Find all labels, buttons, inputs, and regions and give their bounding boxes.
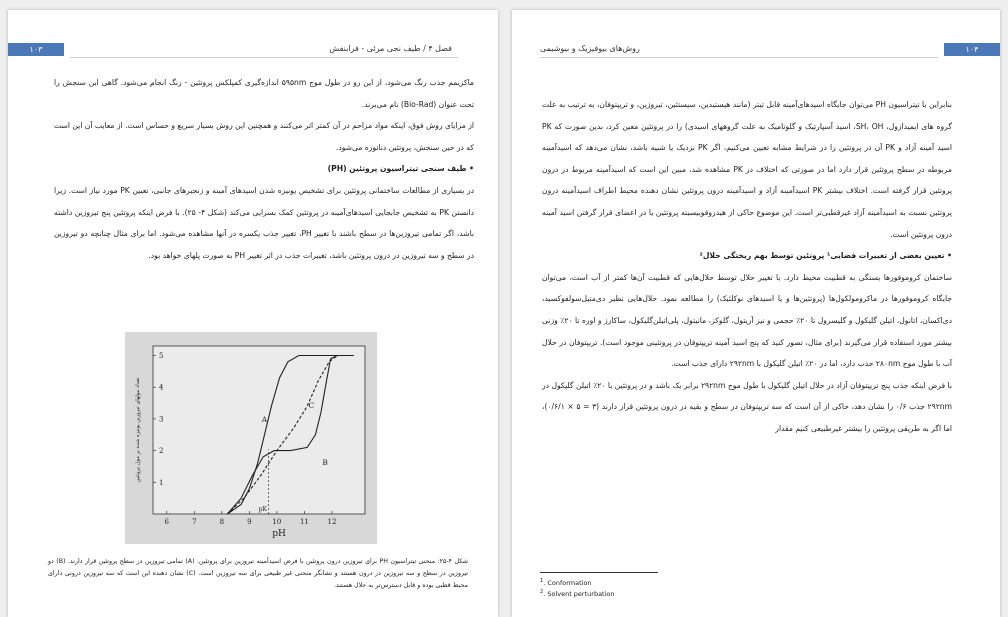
header-rule — [70, 57, 458, 58]
y-tick-label: 3 — [159, 415, 164, 424]
body-text-right — [542, 94, 952, 440]
y-tick-label: 4 — [159, 383, 164, 392]
section-heading: • طیف سنجی تیتراسیون پروتئین (PH) — [54, 158, 474, 180]
x-tick-label: 8 — [219, 518, 225, 526]
x-tick-label: 6 — [164, 518, 170, 526]
plot-frame — [153, 346, 365, 514]
chapter-title: فصل ۴ / طیف نجی مرئی - فرابنفش — [329, 44, 452, 53]
page-left — [8, 10, 498, 617]
paragraph: در بسیاری از مطالعات ساختمانی پروتئین برای تشخیص یونیزه شدن اسیدهای آمینه و زنجیرهای جانبی، تعیین PK مورد نیاز است. زیرا دانستن PK به تشخیص جابجایی اسیدهای‌آمینه در پروتئین کمک بسزایی می‌کند (شکل ۴- ۲۵). با فرض اینکه پروتئین پنج تیروزین داشته باشد، اگر تمامی تیروزین‌ها در سطح باشند با تغییر PH، تغییر جذب یکسره در آنها مشاهده می‌شود. اما برای مثال چنانچه دو تیروزین در سطح و سه تیروزین در درون پروتئین باشد، تغییرات جذب در اثر تغییر PH به صورت پلهای خواهد بود. — [54, 185, 474, 260]
x-tick-label: 7 — [192, 518, 197, 526]
x-tick-label: 11 — [299, 518, 309, 526]
series-label-b: B — [322, 457, 328, 467]
y-tick-label: 2 — [159, 447, 164, 456]
y-tick-label: 5 — [159, 352, 164, 361]
y-axis-label: تعداد مولهای تیروزین یونیزه شده بر مول پروتئین — [135, 377, 141, 483]
page-number: ۱۰۴ — [944, 43, 1000, 56]
footnote: $^2$. Solvent perturbation — [540, 589, 615, 599]
book-title: روش‌های بیوفیزیک و بیوشیمی — [540, 44, 640, 53]
x-tick-label: 9 — [247, 518, 252, 526]
pk-label: pK — [258, 506, 267, 513]
titration-figure — [125, 332, 377, 544]
y-tick-label: 1 — [159, 478, 164, 487]
figure-caption: شکل ۴-۲۵: منحنی تیتراسیون PH برای تیروزین درون پروتئین با فرض اسیدآمینه تیروزین برای پروتئین. (A) تمامی تیروزین در سطح پروتئین قرار دارند. (B) دو تیروزین در سطح و سه تیروزین در درون هستند و تشانگر منحنی غیر طبیعی برای سه تیروزین است. (C) نشان دهنده این است که سه تیروزین درونی دارای محیط قطبی بوده و قابل دسترس‌تر به حلال هستند. — [48, 558, 468, 589]
series-label-c: C — [308, 400, 315, 410]
paragraph: بنابراین با تیتراسیون PH می‌توان جایگاه اسیدهای‌آمینه قابل تیتر (مانند هیستیدین، سیستئین، تیروزین، و تریپتوفان، به ترتیب به علت گروه های ایمیدازول، SH، OH، اسید آسپارتیک و گلوتامیک به علت گروههای اسیدی) را در پروتئین معین کرد، بدین صورت که PK اسید آمینه آزاد و PK آن در پروتئین را در شرایط مشابه تعیین می‌کنیم، اگر PK نزدیک یا شبیه باشد، نشان می‌دهد که اسیدآمینه مربوطه در سطح پروتئین قرار دارد اما در صورتی که اختلاف در PK مشاهده شد، مبین این است که اسیدآمینه مربوط در درون پروتئین قرار گرفته است. اختلاف بیشتر PK اسیدآمینه آزاد و اسیدآمینه درون پروتئین نشان دهنده محیط اطراف اسیدآمینه درون پروتئین نسبت به اسیدآمینه آزاد غیرقطبی‌تر است. این موضوع حاکی از هیدروفوبیسیته پروتئین یا در اعضای قرار گرفتن اسید آمینه درون پروتئین است. — [542, 100, 952, 239]
section-heading: • تعیین بعضی از تغییرات فضایی¹ پروتئین توسط بهم ریختگی حلال² — [542, 245, 952, 267]
body-text-left — [54, 72, 474, 266]
series-label-a: A — [261, 415, 268, 425]
page-right — [512, 10, 1000, 617]
x-tick-label: 12 — [327, 518, 337, 526]
titration-chart — [125, 332, 377, 544]
header-rule — [540, 57, 938, 58]
paragraph: ماکزیمم جذب رنگ می‌شود، از این رو در طول موج ۵۹۵nm اندازه‌گیری کمپلکس پروتئین - رنگ انجام می‌شود. گاهی این سنجش را تحت عنوان (Bio-Rad) نام می‌برند. — [54, 78, 474, 109]
paragraph: از مزایای روش فوق، اینکه مواد مزاحم در آن کمتر اثر می‌کنند و همچنین این روش بسیار سریع و حساس است. از معایب آن این است که در حین سنجش، پروتئین دناتوره می‌شود. — [54, 121, 474, 152]
paragraph: ساختمان کروموفورها بستگی به قطبیت محیط دارد. با تغییر حلال توسط حلال‌هایی که قطبیت آن‌ها کمتر از آب است، می‌توان جایگاه کروموفورها در ماکرومولکول‌ها (پروتئین‌ها و یا اسیدهای نوکلئیک) را مطالعه نمود. حلال‌هایی نظیر دی‌متیل‌سولفوکسید، دی‌اکسان، اتانول، اتیلن گلیکول و گلیسرول تا ۲۰٪ حجمی و نیز آریتول، گلوکز، مانیتول، پلی‌اتیلن‌گلیکول، ساکارز و اوره تا ۲۰٪ وزنی بیشتر مورد استفاده قرار می‌گیرند (برای مثال، تصور کنید که پنج اسید آمینه تریپتوفان در پروتئینی موجود است). تریپتوفان در حلال آب با طول موج ۲۸۰nm جذب دارد، اما در ۲۰٪ اتیلن گلیکول با ۲۹۲nm دارای جذب است. — [542, 272, 952, 369]
footnote-rule — [540, 572, 658, 573]
chart-axes — [153, 346, 365, 514]
footnote: $^1$. Conformation — [540, 578, 592, 588]
x-axis-label: pH — [272, 529, 286, 539]
paragraph: با فرض اینکه جذب پنج تریپتوفان آزاد در حلال اتیلن گلیکول با طول موج ۲۹۲nm برابر یک باشد و در پروتئین با ۲۰٪ اتیلن گلیکول در ۲۹۲nm جذب ۰/۶ را نشان دهد، حاکی از آن است که سه تریپتوفان در سطح و بقیه در درون پروتئین قرار دارند (۳ = ۵ × ۰/۶/۱)، اما اگر به طریقی پروتئین را بیشتر غیرطبیعی کنیم مقدار — [542, 380, 952, 433]
page-number: ۱۰۳ — [8, 43, 64, 56]
page-header-left — [8, 43, 498, 57]
footnotes — [540, 572, 740, 599]
page-header-right — [512, 43, 1000, 57]
x-tick-label: 10 — [272, 518, 282, 526]
